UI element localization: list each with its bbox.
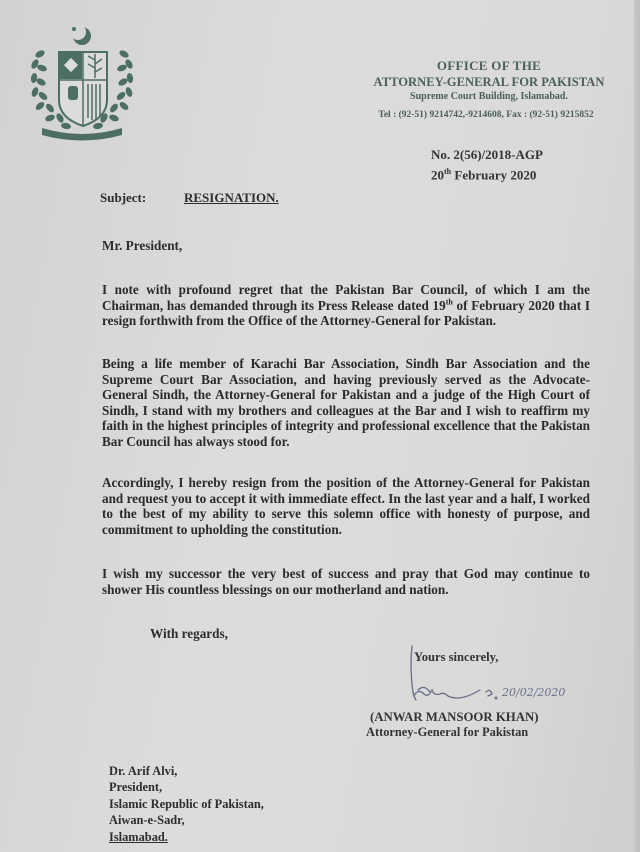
body-paragraph-2: Being a life member of Karachi Bar Association, Sindh Bar Association and the Supreme Court Bar Association, and having previously served as the Advocate-General Sindh, the Attorney-General for Pakistan and a judge of the High Court of Sindh, I stand with my brothers and colleagues at the Bar and I wish to reaffirm my faith in the highest principles of integrity and professional excellence that the Pakistan Bar Council has always stood for.: [102, 356, 590, 449]
letter-date: [431, 163, 543, 183]
reference-block: [431, 146, 543, 183]
addressee-line: Dr. Arif Alvi,: [109, 764, 178, 778]
addressee-line: Islamabad.: [109, 829, 168, 844]
office-contact: Tel : (92-51) 9214742,-9214608, Fax : (92-51) 9215852: [378, 110, 594, 120]
regards: With regards,: [150, 626, 228, 641]
handwritten-date: 20/02/2020: [502, 686, 566, 699]
page-edge: [634, 0, 640, 852]
subject-value: RESIGNATION.: [184, 190, 279, 205]
p1-text-a: I note with profound regret that the Pakistan Bar Council, of which I am the Chairman, has demanded through its Press Release dated 19: [102, 282, 590, 313]
body-paragraph-4: I wish my successor the very best of success and pray that God may continue to shower His countless blessings on our motherland and nation.: [102, 566, 590, 597]
salutation: Mr. President,: [102, 238, 183, 253]
body-paragraph-3: Accordingly, I hereby resign from the position of the Attorney-General for Pakistan and request you to accept it with immediate effect. In the last year and a half, I worked to the best of my ability to serve this solemn office with honesty of purpose, and commitment to upholding the constitution.: [102, 475, 590, 537]
p1-sup: th: [445, 297, 453, 307]
p1-text-b: of February 2020 that I resign forthwith from the Office of the Attorney-General for Pakistan.: [102, 297, 590, 329]
state-emblem-icon: [26, 22, 138, 148]
office-address: Supreme Court Building, Islamabad.: [410, 91, 568, 102]
body-paragraph-1: [102, 282, 590, 329]
reference-number: No. 2(56)/2018-AGP: [431, 147, 543, 162]
addressee-block: [109, 763, 264, 845]
date-rest: February 2020: [451, 167, 537, 183]
letterhead: [352, 58, 626, 122]
office-title: ATTORNEY-GENERAL FOR PAKISTAN: [373, 75, 605, 89]
subject-label: Subject:: [100, 190, 147, 205]
addressee-line: Aiwan-e-Sadr,: [109, 813, 185, 828]
date-suffix: th: [444, 167, 452, 176]
signer-title: Attorney-General for Pakistan: [366, 725, 529, 739]
date-day: 20: [431, 167, 444, 183]
addressee-line: President,: [109, 780, 163, 795]
subject-line: [100, 190, 279, 206]
addressee-line: Islamic Republic of Pakistan,: [109, 796, 264, 811]
closing: Yours sincerely,: [414, 650, 499, 664]
signer-name: (ANWAR MANSOOR KHAN): [370, 710, 539, 724]
office-line: OFFICE OF THE: [436, 58, 542, 73]
